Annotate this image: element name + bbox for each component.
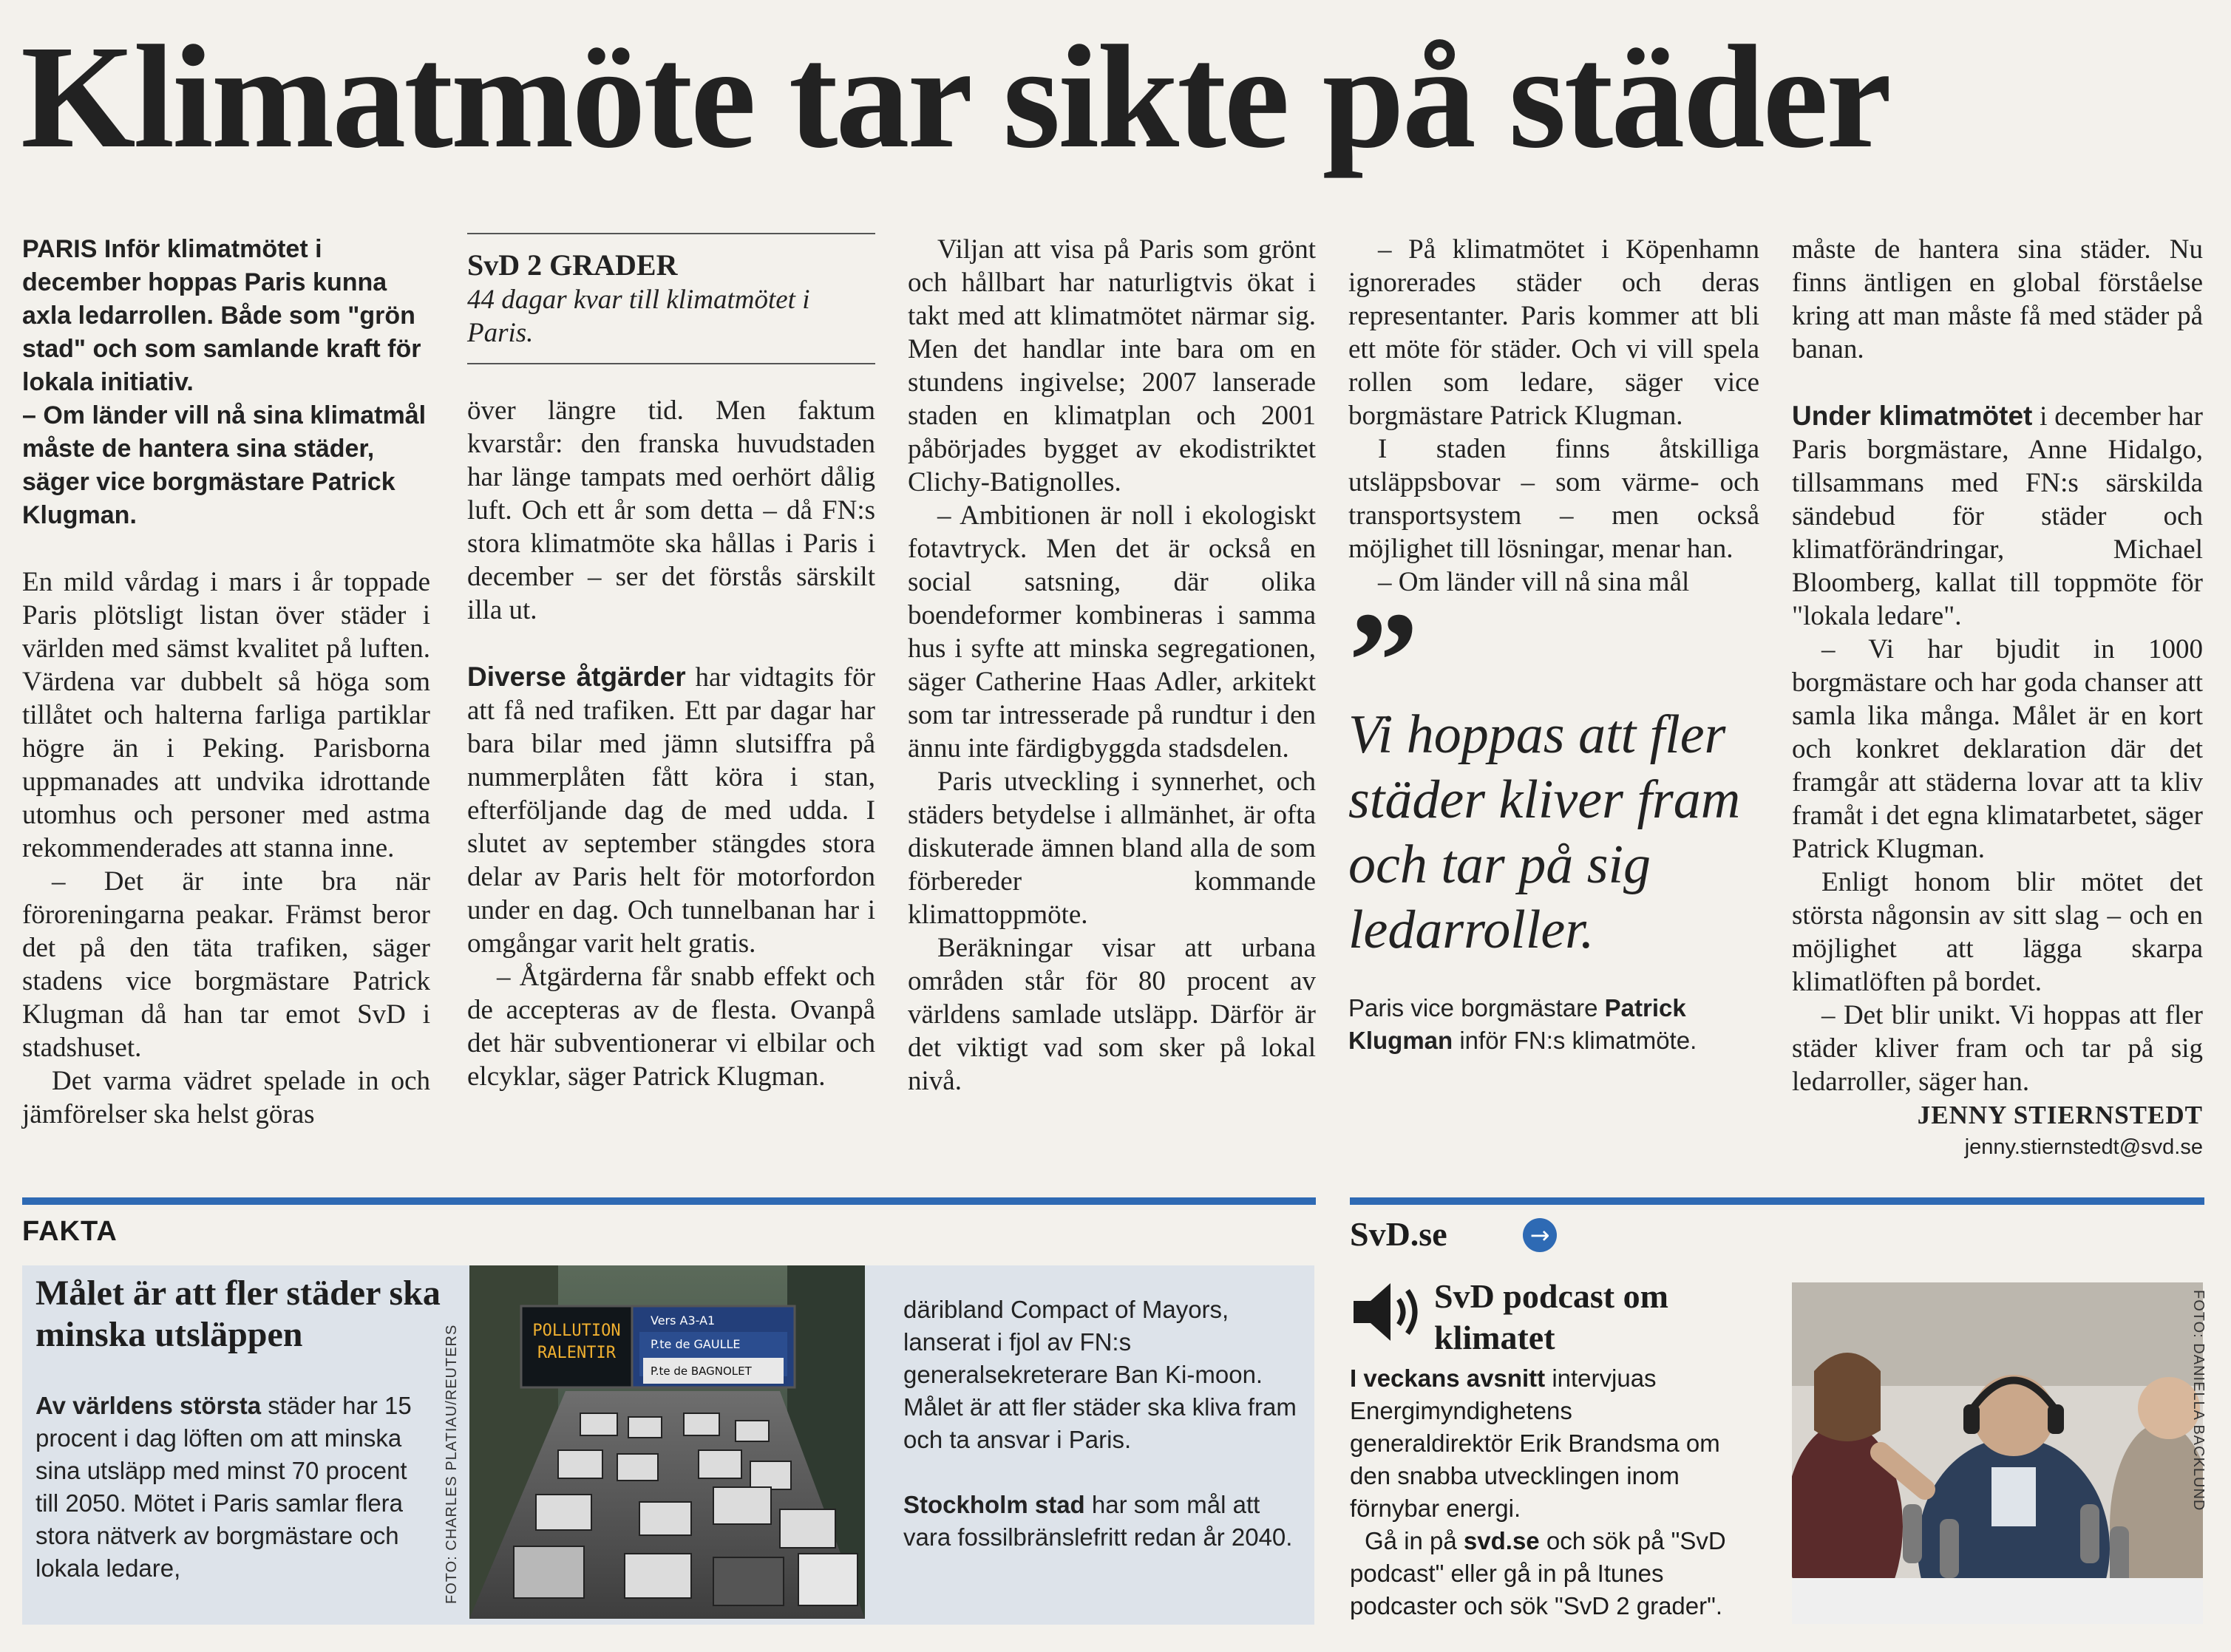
body-paragraph: – Om länder vill nå sina mål bbox=[1378, 567, 1690, 597]
speaker-icon bbox=[1350, 1279, 1424, 1345]
podcast-photo bbox=[1792, 1282, 2203, 1624]
arrow-right-icon[interactable]: → bbox=[1523, 1218, 1557, 1252]
sign-direction-3: P.te de BAGNOLET bbox=[651, 1364, 752, 1378]
headline: Klimatmöte tar sikte på städer bbox=[21, 16, 1890, 179]
svd-se-label[interactable]: SvD.se bbox=[1350, 1215, 1447, 1253]
quote-speaker: Patrick Klugman bbox=[1348, 994, 1686, 1054]
photo-credit: FOTO: DANIELLA BACKLUND bbox=[2190, 1290, 2207, 1512]
series-title: SvD 2 GRADER bbox=[467, 248, 678, 282]
article-column-3 bbox=[908, 233, 1316, 1098]
body-paragraph: Diverse åtgärder har vidtagits för att få ned trafiken. Ett par dagar har bara bilar med jämn slutsiffra på nummerplåten fått köra i stan, efterföljande dag de med udda. I slutet av september stängdes stora delar av Paris helt för motorfordon under en dag. Och tunnelbanan har i omgångar varit helt gratis. bbox=[467, 662, 875, 959]
fakta-text-left: Av världens största städer har 15 procent i dag löften om att minska sina utsläpp med minst 70 procent till 2050. Mötet i Paris samlar flera stora nätverk av borgmästare och lokala ledare, bbox=[35, 1392, 412, 1582]
photo-credit: FOTO: CHARLES PLATIAU/REUTERS bbox=[444, 1324, 460, 1604]
body-paragraph: Enligt honom blir mötet det största någonsin av sitt slag – och en möjlighet att lägga skarpa klimatlöften på bordet. bbox=[1792, 867, 2203, 997]
fakta-rule bbox=[22, 1197, 1316, 1205]
body-paragraph: måste de hantera sina städer. Nu finns äntligen en global förståelse kring att man måste få med städer på banan. bbox=[1792, 234, 2203, 364]
article-column-2 bbox=[467, 233, 875, 1093]
series-subtitle: 44 dagar kvar till klimatmötet i Paris. bbox=[467, 285, 810, 348]
sign-pollution: POLLUTION bbox=[532, 1322, 621, 1340]
lead-paragraph: PARIS Inför klimatmötet i december hoppas Paris kunna axla ledarrollen. Både som "grön stad" och som samlande kraft för lokala initiativ. bbox=[22, 235, 421, 396]
body-paragraph: Under klimatmötet i december har Paris borgmästare, Anne Hidalgo, tillsammans med FN:s särskilda sändebud för städer och klimatförändringar, Michael Bloomberg, kallat till toppmöte för "lokala ledare". bbox=[1792, 401, 2203, 631]
sign-direction-2: P.te de GAULLE bbox=[651, 1337, 741, 1351]
body-paragraph: – Det är inte bra när föroreningarna peakar. Främst beror det på den täta trafiken, säger stadens vice borgmästare Patrick Klugman då han tar emot SvD i stadshuset. bbox=[22, 866, 430, 1063]
article-column-1 bbox=[22, 233, 430, 1131]
podcast-title: SvD podcast om klimatet bbox=[1434, 1277, 1668, 1356]
sign-ralentir: RALENTIR bbox=[537, 1344, 616, 1362]
body-paragraph: I staden finns åtskilliga utsläppsbovar – som värme- och transportsystem – men också möjlighet till lösningar, menar han. bbox=[1348, 434, 1759, 564]
pull-quote-caption: Paris vice borgmästare Patrick Klugman inför FN:s klimatmöte. bbox=[1348, 994, 1697, 1054]
body-paragraph: – På klimatmötet i Köpenhamn ignorerades städer och deras representanter. Paris kommer att bli ett möte för städer. Och vi vill spela rollen som ledare, säger vice borgmästare Patrick Klugman. bbox=[1348, 234, 1759, 431]
sign-direction-1: Vers A3-A1 bbox=[651, 1313, 716, 1328]
fakta-text-right: däribland Compact of Mayors, lanserat i fjol av FN:s generalsekreterare Ban Ki-moon. Målet är att fler städer ska kliva fram och ta ansvar i Paris. Stockholm stad har som mål att vara fossilbränslefritt redan år 2040. bbox=[903, 1296, 1297, 1551]
body-paragraph: Det varma vädret spelade in och jämförelser ska helst göras bbox=[22, 1066, 430, 1129]
byline: JENNY STIERNSTEDT bbox=[1917, 1101, 2203, 1129]
body-paragraph: En mild vårdag i mars i år toppade Paris plötsligt listan över städer i världen med sämst kvalitet på luften. Värdena var dubbelt så höga som tillåtet och halterna farliga partiklar högre än i Peking. Parisborna uppmanades att undvika idrottande utomhus och personer med astma rekommenderades att stanna inne. bbox=[22, 567, 430, 863]
traffic-photo-illustration bbox=[469, 1265, 865, 1619]
series-box bbox=[467, 233, 875, 364]
paragraph-kicker: I veckans avsnitt bbox=[1350, 1364, 1546, 1392]
author-email[interactable]: jenny.stiernstedt@svd.se bbox=[1964, 1135, 2203, 1159]
body-paragraph: – Åtgärderna får snabb effekt och de accepteras av de flesta. Ovanpå det här subventionerar vi elbilar och elcyklar, säger Patrick Klugman. bbox=[467, 962, 875, 1092]
dateline: PARIS bbox=[22, 235, 98, 263]
traffic-photo bbox=[469, 1265, 865, 1619]
fakta-title: Målet är att fler städer ska minska utsläppen bbox=[35, 1274, 441, 1354]
body-paragraph: – Vi har bjudit in 1000 borgmästare och har goda chanser att samla lika många. Målet är en kort och konkret deklaration där det framgår att städerna lovar att ta kliv framåt i det egna klimatarbetet, säger Patrick Klugman. bbox=[1792, 634, 2203, 864]
article-column-4 bbox=[1348, 233, 1759, 1057]
paragraph-kicker: Diverse åtgärder bbox=[467, 662, 686, 692]
svd-rule bbox=[1350, 1197, 2204, 1205]
quote-mark-icon: ” bbox=[1348, 584, 1419, 739]
body-paragraph: – Det blir unikt. Vi hoppas att fler städer kliver fram och tar på sig ledarroller, säger han. bbox=[1792, 1000, 2203, 1097]
body-paragraph: – Ambitionen är noll i ekologiskt fotavtryck. Men det är också en social satsning, där olika boendeformer kombineras i samma hus i syfte att minska segregationen, säger Catherine Haas Adler, arkitekt som tar intresserade på rundtur i den ännu inte färdigbyggda stadsdelen. bbox=[908, 500, 1316, 764]
article-column-5 bbox=[1792, 233, 2203, 1163]
body-paragraph: Paris utveckling i synnerhet, och städers betydelse i allmänhet, är ofta diskuterade ämnen bland alla de som förbereder kommande klimattoppmöte. bbox=[908, 766, 1316, 930]
paragraph-kicker: Under klimatmötet bbox=[1792, 401, 2033, 431]
body-paragraph: Beräkningar visar att urbana områden står för 80 procent av världens samlade utsläpp. Därför är det viktigt vad som sker på lokal nivå. bbox=[908, 933, 1316, 1096]
fakta-label: FAKTA bbox=[22, 1216, 118, 1247]
pull-quote: Vi hoppas att fler städer kliver fram och tar på sig ledarroller. bbox=[1348, 704, 1741, 960]
lead-quote: – Om länder vill nå sina klimatmål måste de hantera sina städer, säger vice borgmästare Patrick Klugman. bbox=[22, 401, 427, 529]
paragraph-kicker: Stockholm stad bbox=[903, 1491, 1085, 1518]
podcast-photo-illustration bbox=[1792, 1282, 2203, 1624]
podcast-text: I veckans avsnitt intervjuas Energimyndighetens generaldirektör Erik Brandsma om den snabba utvecklingen inom förnybar energi. Gå in på svd.se och sök på "SvD podcast" eller gå in på Itunes podcaster och sök "SvD 2 grader". bbox=[1350, 1364, 1726, 1619]
body-paragraph: Viljan att visa på Paris som grönt och hållbart har naturligtvis ökat i takt med att klimatmötet närmar sig. Men det handlar inte bara om en stundens ingivelse; 2007 lanserade staden en klimatplan och 2001 påbörjades bygget av ekodistriktet Clichy-Batignolles. bbox=[908, 234, 1316, 497]
paragraph-kicker: Av världens största bbox=[35, 1392, 262, 1419]
svd-link[interactable]: svd.se bbox=[1463, 1527, 1540, 1554]
body-paragraph: över längre tid. Men faktum kvarstår: den franska huvudstaden har länge tampats med oerhört dålig luft. Och ett år som detta – då FN:s stora klimatmöte ska hållas i Paris i december – ser det förstås särskilt illa ut. bbox=[467, 395, 875, 625]
